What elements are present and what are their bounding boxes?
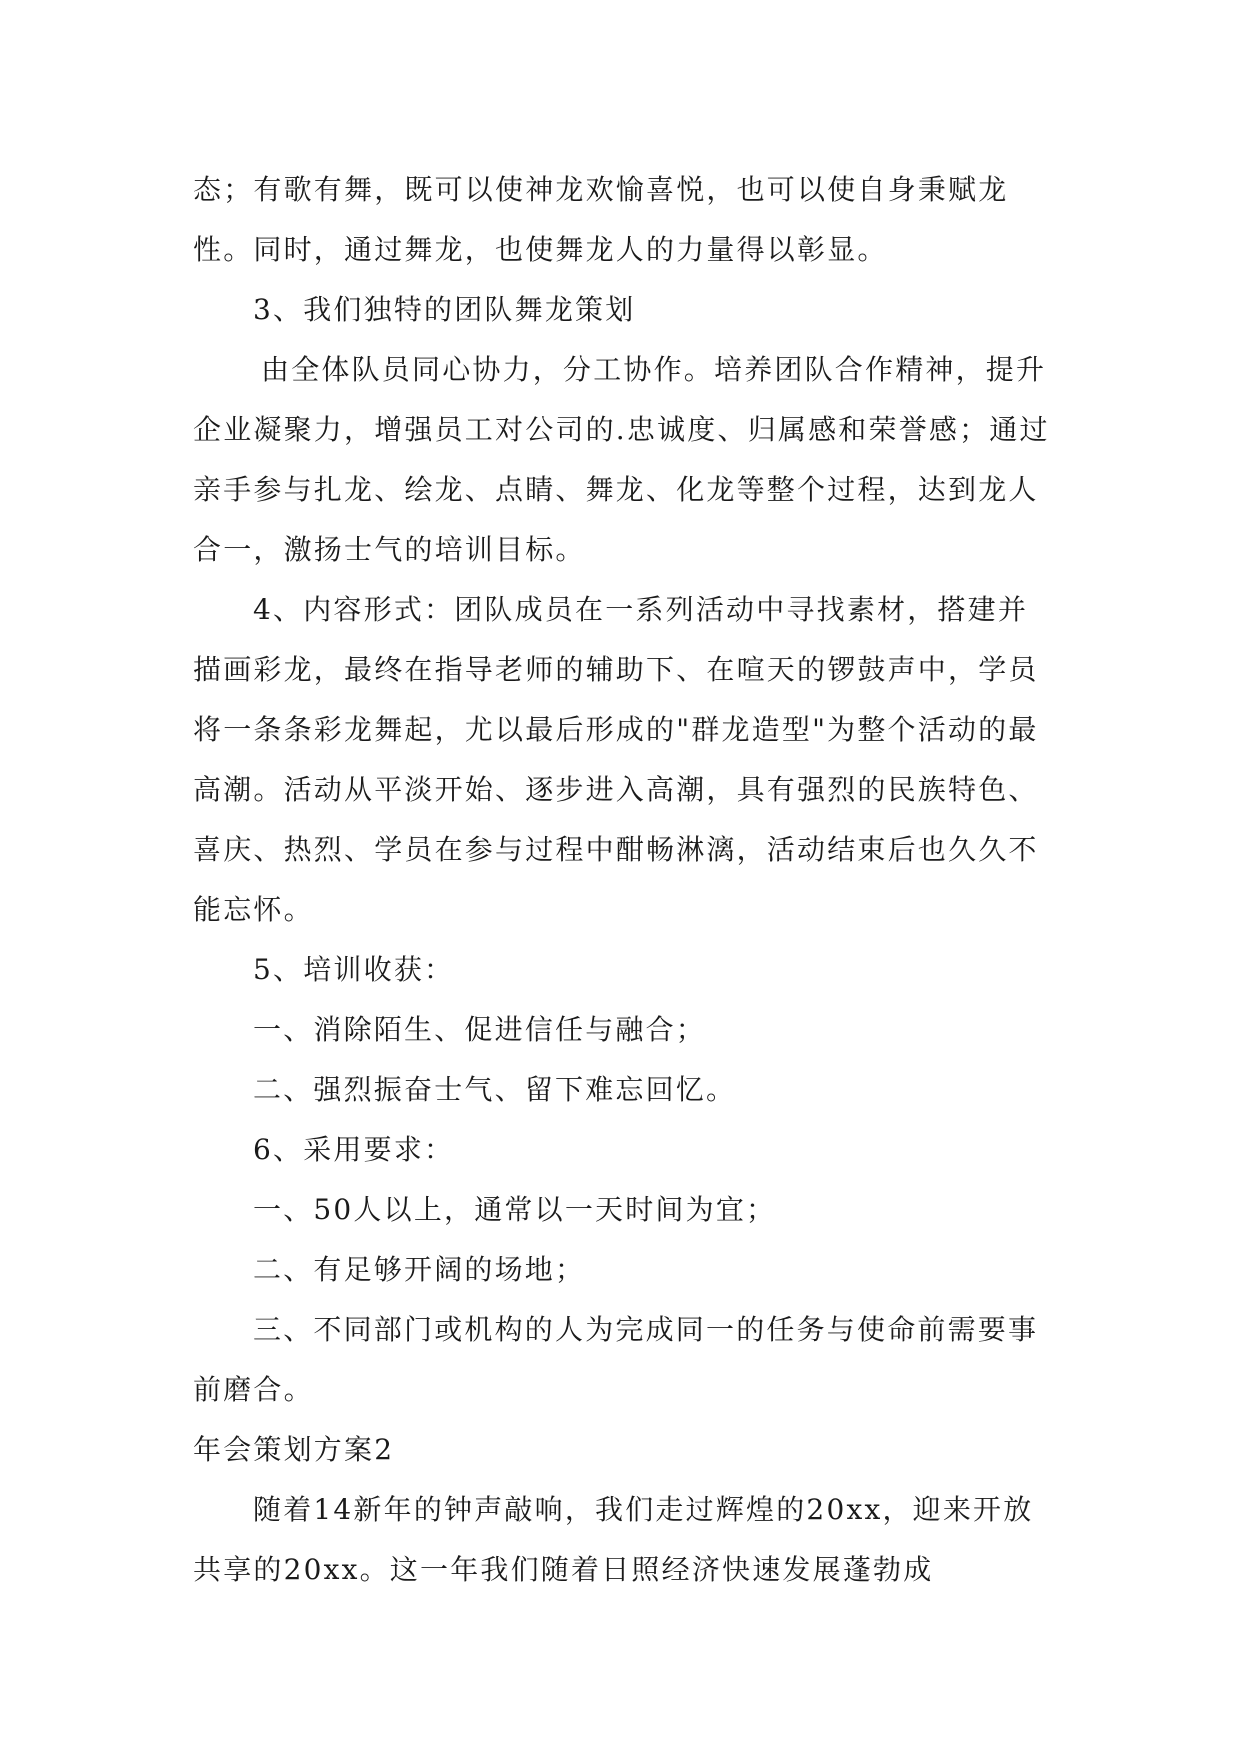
paragraph-requirements-heading: 6、采用要求： — [253, 1133, 455, 1166]
paragraph-gain-1: 一、消除陌生、促进信任与融合； — [253, 1013, 707, 1046]
paragraph-training-gains-heading: 5、培训收获： — [253, 953, 455, 986]
paragraph-requirement-2: 二、有足够开阔的场地； — [253, 1253, 586, 1286]
section-title: 年会策划方案2 — [193, 1433, 395, 1466]
paragraph-gain-2: 二、强烈振奋士气、留下难忘回忆。 — [253, 1073, 737, 1106]
paragraph-team-dragon-plan-heading: 3、我们独特的团队舞龙策划 — [253, 293, 636, 326]
paragraph-requirement-3: 三、不同部门或机构的人为完成同一的任务与使命前需要事前磨合。 — [193, 1313, 1039, 1406]
paragraph-requirement-1: 一、50人以上，通常以一天时间为宜； — [253, 1193, 777, 1226]
paragraph-new-year-intro: 随着14新年的钟声敲响，我们走过辉煌的20xx，迎来开放共享的20xx。这一年我们随着日照经济快速发展蓬勃成 — [193, 1493, 1034, 1586]
paragraph-team-cooperation: 由全体队员同心协力，分工协作。培养团队合作精神，提升企业凝聚力，增强员工对公司的.忠诚度、归属感和荣誉感；通过亲手参与扎龙、绘龙、点睛、舞龙、化龙等整个过程，达到龙人合一，激扬士气的培训目标。 — [193, 353, 1050, 566]
paragraph-dragon-dance-intro: 态；有歌有舞，既可以使神龙欢愉喜悦，也可以使自身秉赋龙性。同时，通过舞龙，也使舞龙人的力量得以彰显。 — [193, 173, 1009, 266]
paragraph-content-format: 4、内容形式：团队成员在一系列活动中寻找素材，搭建并描画彩龙，最终在指导老师的辅助下、在喧天的锣鼓声中，学员将一条条彩龙舞起，尤以最后形成的"群龙造型"为整个活动的最高潮。活动从平淡开始、逐步进入高潮，具有强烈的民族特色、喜庆、热烈、学员在参与过程中酣畅淋漓，活动结束后也久久不能忘怀。 — [193, 593, 1039, 926]
document-body — [193, 160, 1053, 1600]
